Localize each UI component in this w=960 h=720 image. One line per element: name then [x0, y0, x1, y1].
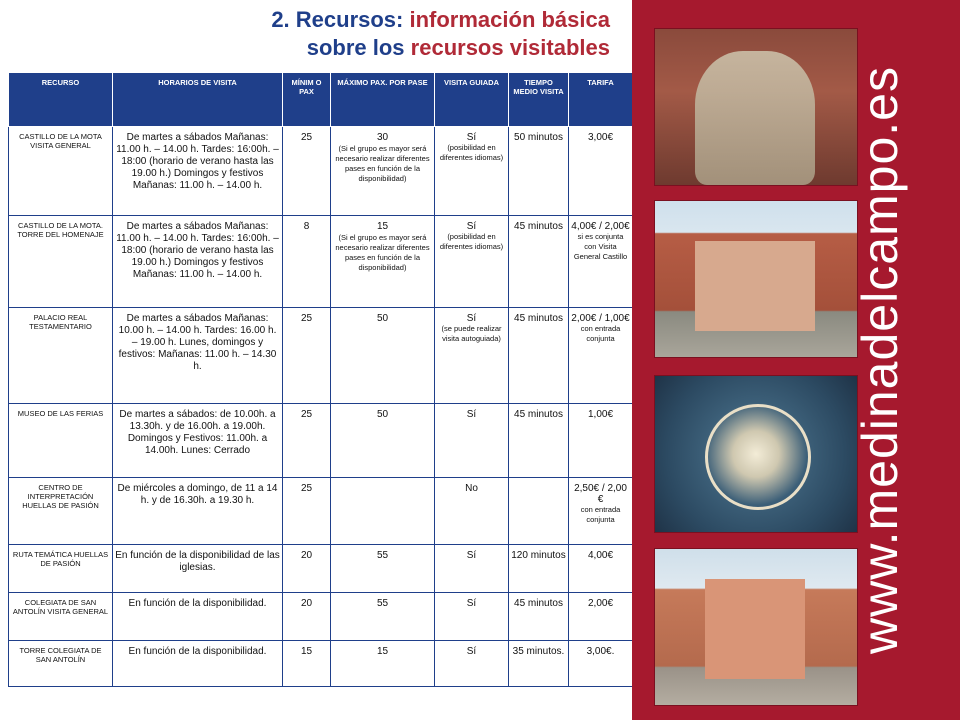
- cell-min-pax-min: 25: [300, 483, 313, 494]
- cell-recurso: [9, 545, 113, 593]
- cell-max-pax: [331, 216, 435, 308]
- cell-min-pax: [283, 478, 331, 545]
- cell-tiempo: [509, 478, 569, 545]
- cell-tarifa-tarifa: 4,00€: [587, 550, 614, 561]
- cell-max-pax: [331, 545, 435, 593]
- table-header-row: [9, 73, 633, 127]
- cell-tiempo: [509, 545, 569, 593]
- cell-max-pax-max-note: (Si el grupo es mayor será necesario realizar diferentes pases en función de la disponibilidad): [335, 233, 430, 272]
- cell-max-pax: [331, 308, 435, 404]
- cell-recurso-recurso: RUTA TEMÁTICA HUELLAS DE PASIÓN: [12, 550, 109, 568]
- cell-max-pax: [331, 593, 435, 641]
- cell-tarifa: [569, 216, 633, 308]
- cell-horarios: [113, 216, 283, 308]
- statue-photo: [654, 28, 858, 186]
- cell-min-pax-min: 25: [300, 132, 313, 143]
- cell-min-pax: [283, 545, 331, 593]
- cell-recurso-recurso: COLEGIATA DE SAN ANTOLÍN VISITA GENERAL: [12, 598, 109, 616]
- cell-tarifa-tarifa: 2,00€: [587, 598, 614, 609]
- cell-recurso-recurso: PALACIO REAL TESTAMENTARIO: [29, 313, 92, 331]
- cell-recurso-recurso: TORRE COLEGIATA DE SAN ANTOLÍN: [19, 646, 102, 664]
- title-line-2: [190, 34, 610, 62]
- cell-max-pax-max: 55: [376, 550, 389, 561]
- cell-min-pax: [283, 641, 331, 687]
- cell-horarios: [113, 641, 283, 687]
- cell-visita-guiada-guiada-note: (se puede realizar visita autoguiada): [441, 324, 502, 343]
- header-tarifa: TARIFA: [569, 73, 633, 127]
- cell-max-pax-max: 55: [376, 598, 389, 609]
- cell-tiempo: [509, 127, 569, 216]
- table-row: [9, 308, 633, 404]
- cell-tiempo-tiempo: 45 minutos: [514, 221, 563, 232]
- cell-horarios-horarios: De miércoles a domingo, de 11 a 14 h. y de 16.30h. a 19.30 h.: [117, 483, 278, 506]
- header-visita-guiada: VISITA GUIADA: [435, 73, 509, 127]
- cell-max-pax-max: 15: [376, 221, 389, 232]
- cell-visita-guiada: [435, 216, 509, 308]
- cell-tiempo-tiempo: 45 minutos: [514, 409, 563, 420]
- cell-visita-guiada-guiada: Sí: [466, 646, 477, 657]
- palace-photo: [654, 200, 858, 358]
- header-tiempo: TIEMPO MEDIO VISITA: [509, 73, 569, 127]
- title-highlight-1: información básica: [409, 7, 610, 32]
- cell-tarifa-tarifa: 3,00€: [587, 132, 614, 143]
- cell-max-pax: [331, 478, 435, 545]
- cell-tiempo-tiempo: 120 minutos: [511, 550, 566, 561]
- cell-tarifa: [569, 593, 633, 641]
- cell-min-pax: [283, 404, 331, 478]
- table-row: [9, 478, 633, 545]
- title-line-1: [190, 6, 610, 34]
- cell-recurso: [9, 641, 113, 687]
- cell-recurso: [9, 216, 113, 308]
- cell-max-pax-max: 50: [376, 409, 389, 420]
- cell-tiempo: [509, 404, 569, 478]
- cell-tarifa-tarifa: 2,00€ / 1,00€: [571, 313, 630, 324]
- cell-tiempo: [509, 593, 569, 641]
- header-recurso: RECURSO: [9, 73, 113, 127]
- cell-visita-guiada: [435, 545, 509, 593]
- resources-table: [8, 72, 633, 687]
- cell-tarifa-tarifa-note: con entrada conjunta: [580, 324, 621, 343]
- cell-visita-guiada-guiada: No: [465, 483, 478, 494]
- table-row: [9, 216, 633, 308]
- cell-visita-guiada: [435, 641, 509, 687]
- cell-recurso: [9, 308, 113, 404]
- cell-tiempo-tiempo: 50 minutos: [514, 132, 563, 143]
- cell-horarios-horarios: De martes a sábados Mañanas: 10.00 h. – 14.00 h. Tardes: 16.00 h. – 19.00 h. Lunes, domingos y festivos: Mañanas: 11.00 h. – 14.30 h.: [118, 313, 277, 372]
- cell-horarios-horarios: En función de la disponibilidad.: [128, 646, 267, 657]
- cell-max-pax-max: 15: [376, 646, 389, 657]
- cell-min-pax-min: 25: [300, 409, 313, 420]
- cell-tarifa: [569, 404, 633, 478]
- cell-visita-guiada-guiada-note: (posibilidad en diferentes idiomas): [439, 143, 504, 162]
- cell-visita-guiada: [435, 127, 509, 216]
- cell-tarifa-tarifa-note: con entrada conjunta: [580, 505, 621, 524]
- cell-visita-guiada: [435, 404, 509, 478]
- cell-horarios: [113, 593, 283, 641]
- header-min-pax: MÍNIM O PAX: [283, 73, 331, 127]
- cell-tiempo: [509, 216, 569, 308]
- website-url-text[interactable]: www.medinadelcampo.es: [852, 66, 908, 654]
- cell-horarios-horarios: En función de la disponibilidad de las iglesias.: [115, 550, 280, 573]
- cell-max-pax: [331, 127, 435, 216]
- page-title: [190, 6, 610, 62]
- cell-horarios: [113, 478, 283, 545]
- cell-recurso-recurso: MUSEO DE LAS FERIAS: [17, 409, 104, 418]
- cell-visita-guiada-guiada: Sí: [466, 221, 477, 232]
- cell-min-pax-min: 8: [303, 221, 310, 232]
- cell-horarios-horarios: De martes a sábados: de 10.00h. a 13.30h. y de 16.00h. a 19.00h. Domingos y Festivos: 11.00h. a 14.00h. Lunes: Cerrado: [119, 409, 276, 456]
- cell-visita-guiada-guiada: Sí: [466, 598, 477, 609]
- cell-recurso-recurso: CASTILLO DE LA MOTA VISITA GENERAL: [19, 132, 102, 150]
- table-row: [9, 593, 633, 641]
- cell-min-pax-min: 20: [300, 598, 313, 609]
- cell-visita-guiada: [435, 478, 509, 545]
- vault-photo: [654, 375, 858, 533]
- cell-recurso-recurso: CENTRO DE INTERPRETACIÓN HUELLAS DE PASIÓN: [22, 483, 99, 510]
- title-highlight-2: recursos visitables: [410, 35, 610, 60]
- cell-tarifa-tarifa: 2,50€ / 2,00 €: [574, 483, 627, 505]
- cell-horarios: [113, 545, 283, 593]
- table-row: [9, 641, 633, 687]
- cell-recurso: [9, 127, 113, 216]
- cell-horarios-horarios: De martes a sábados Mañanas: 11.00 h. – 14.00 h. Tardes: 16:00h. – 18:00 (horario de verano hasta las 19.00 h.) Domingos y festivos Mañanas: 11.00 h. – 14.00 h.: [116, 221, 279, 280]
- cell-tiempo-tiempo: 35 minutos.: [512, 646, 565, 657]
- cell-tarifa-tarifa: 4,00€ / 2,00€: [571, 221, 630, 232]
- cell-tarifa-tarifa-note: si es conjunta con Visita General Castillo: [573, 232, 628, 261]
- cell-min-pax-min: 25: [300, 313, 313, 324]
- cell-recurso: [9, 404, 113, 478]
- cell-visita-guiada: [435, 593, 509, 641]
- cell-max-pax: [331, 404, 435, 478]
- cell-tarifa: [569, 478, 633, 545]
- cell-visita-guiada-guiada: Sí: [466, 550, 477, 561]
- cell-tarifa: [569, 641, 633, 687]
- cell-visita-guiada: [435, 308, 509, 404]
- cell-max-pax: [331, 641, 435, 687]
- table-row: [9, 127, 633, 216]
- cell-horarios: [113, 308, 283, 404]
- cell-recurso-recurso: CASTILLO DE LA MOTA. TORRE DEL HOMENAJE: [17, 221, 104, 239]
- church-photo: [654, 548, 858, 706]
- cell-visita-guiada-guiada: Sí: [466, 409, 477, 420]
- cell-tarifa-tarifa: 1,00€: [587, 409, 614, 420]
- cell-tarifa: [569, 127, 633, 216]
- title-part: sobre los: [306, 35, 411, 60]
- title-number: 2. Recursos:: [271, 7, 410, 32]
- cell-max-pax-max: 50: [376, 313, 389, 324]
- cell-min-pax: [283, 127, 331, 216]
- cell-min-pax-min: 20: [300, 550, 313, 561]
- cell-tiempo: [509, 308, 569, 404]
- cell-horarios-horarios: En función de la disponibilidad.: [128, 598, 267, 609]
- cell-min-pax: [283, 216, 331, 308]
- cell-tiempo: [509, 641, 569, 687]
- cell-tiempo-tiempo: 45 minutos: [514, 313, 563, 324]
- cell-min-pax: [283, 593, 331, 641]
- cell-horarios-horarios: De martes a sábados Mañanas: 11.00 h. – 14.00 h. Tardes: 16:00h. – 18:00 (horario de verano hasta las 19.00 h.) Domingos y festivos Mañanas: 11.00 h. – 14.00 h.: [116, 132, 279, 191]
- cell-recurso: [9, 593, 113, 641]
- cell-tarifa: [569, 545, 633, 593]
- cell-horarios: [113, 127, 283, 216]
- header-horarios: HORARIOS DE VISITA: [113, 73, 283, 127]
- cell-recurso: [9, 478, 113, 545]
- cell-max-pax-max: 30: [376, 132, 389, 143]
- cell-tarifa-tarifa: 3,00€.: [586, 646, 615, 657]
- cell-tarifa: [569, 308, 633, 404]
- cell-max-pax-max-note: (Si el grupo es mayor será necesario realizar diferentes pases en función de la disponibilidad): [335, 144, 430, 183]
- table-row: [9, 404, 633, 478]
- cell-horarios: [113, 404, 283, 478]
- cell-visita-guiada-guiada: Sí: [466, 313, 477, 324]
- cell-visita-guiada-guiada: Sí: [466, 132, 477, 143]
- cell-visita-guiada-guiada-note: (posibilidad en diferentes idiomas): [439, 232, 504, 251]
- cell-tiempo-tiempo: 45 minutos: [514, 598, 563, 609]
- header-max-pax: MÁXIMO PAX. POR PASE: [331, 73, 435, 127]
- table-row: [9, 545, 633, 593]
- cell-min-pax: [283, 308, 331, 404]
- cell-min-pax-min: 15: [300, 646, 313, 657]
